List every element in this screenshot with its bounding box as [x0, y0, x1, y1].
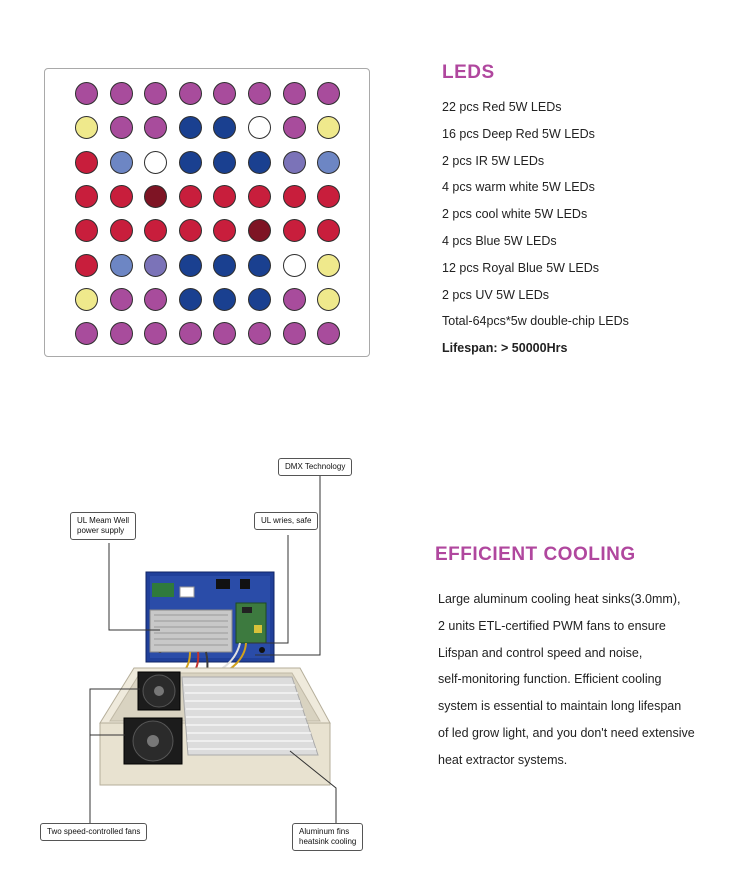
led-red: [283, 185, 306, 208]
led-deep-blue: [179, 288, 202, 311]
callout-fins-line2: heatsink cooling: [299, 837, 357, 846]
led-deep-blue: [248, 151, 271, 174]
led-purple: [283, 82, 306, 105]
led-white: [248, 116, 271, 139]
cooling-title: EFFICIENT COOLING: [435, 544, 636, 565]
led-red: [179, 219, 202, 242]
led-deep-blue: [179, 151, 202, 174]
led-red: [213, 219, 236, 242]
spec-item: 2 pcs cool white 5W LEDs: [442, 207, 588, 222]
terminal-block: [152, 583, 174, 597]
callout-fins: [292, 823, 363, 851]
led-red: [144, 219, 167, 242]
callout-wires: [254, 512, 318, 530]
led-red: [317, 219, 340, 242]
led-purple: [75, 322, 98, 345]
led-purple: [144, 116, 167, 139]
spec-item: 2 pcs IR 5W LEDs: [442, 153, 545, 168]
led-purple: [179, 322, 202, 345]
led-deep-blue: [248, 254, 271, 277]
cooling-line: self-monitoring function. Efficient cooling: [438, 672, 662, 687]
callout-power-line1: UL Meam Well: [77, 516, 130, 525]
led-purple: [179, 82, 202, 105]
led-purple: [317, 322, 340, 345]
led-lavender: [283, 151, 306, 174]
led-purple: [213, 322, 236, 345]
led-light-blue: [110, 151, 133, 174]
led-purple: [110, 288, 133, 311]
led-dark-red: [248, 219, 271, 242]
power-supply: [150, 610, 232, 652]
led-purple: [144, 288, 167, 311]
led-red: [75, 185, 98, 208]
callout-dmx: [278, 458, 352, 476]
spec-item: 16 pcs Deep Red 5W LEDs: [442, 126, 595, 141]
led-deep-blue: [179, 116, 202, 139]
led-spec-list: [442, 98, 629, 366]
cooling-line: 2 units ETL-certified PWM fans to ensure: [438, 618, 666, 633]
lifespan-spec: Lifespan: > 50000Hrs: [442, 341, 568, 356]
led-red: [75, 219, 98, 242]
callout-power-line2: power supply: [77, 526, 125, 535]
led-red: [75, 254, 98, 277]
led-light-blue: [317, 151, 340, 174]
led-white: [283, 254, 306, 277]
cooling-line: system is essential to maintain long lifespan: [438, 699, 682, 714]
callout-wires-text: UL wries, safe: [261, 516, 312, 525]
led-purple: [110, 322, 133, 345]
led-red: [75, 151, 98, 174]
led-deep-blue: [213, 151, 236, 174]
spec-item: 2 pcs UV 5W LEDs: [442, 287, 549, 302]
led-white: [144, 151, 167, 174]
cooling-diagram: [40, 455, 370, 855]
cooling-line: Large aluminum cooling heat sinks(3.0mm),: [438, 592, 681, 606]
led-dark-red: [144, 185, 167, 208]
leds-title: LEDS: [442, 62, 495, 83]
callout-fans-text: Two speed-controlled fans: [47, 827, 141, 836]
led-purple: [283, 116, 306, 139]
callout-dmx-text: DMX Technology: [285, 462, 346, 471]
led-yellow: [317, 288, 340, 311]
led-purple: [144, 82, 167, 105]
led-purple: [110, 82, 133, 105]
led-purple: [144, 322, 167, 345]
cooling-description: [438, 590, 695, 778]
led-deep-blue: [248, 288, 271, 311]
led-yellow: [317, 116, 340, 139]
callout-power-supply: [70, 512, 136, 540]
led-purple: [248, 322, 271, 345]
led-layout-panel: [44, 68, 370, 357]
spec-item: Total-64pcs*5w double-chip LEDs: [442, 314, 629, 329]
led-lavender: [144, 254, 167, 277]
led-purple: [213, 82, 236, 105]
cooling-line: of led grow light, and you don't need extensive: [438, 725, 695, 740]
spec-item: 12 pcs Royal Blue 5W LEDs: [442, 260, 600, 275]
led-purple: [283, 288, 306, 311]
led-yellow: [317, 254, 340, 277]
led-purple: [248, 82, 271, 105]
led-red: [248, 185, 271, 208]
led-light-blue: [110, 254, 133, 277]
led-deep-blue: [179, 254, 202, 277]
led-red: [110, 185, 133, 208]
led-red: [110, 219, 133, 242]
spec-item: 4 pcs warm white 5W LEDs: [442, 180, 595, 195]
cooling-line: heat extractor systems.: [438, 752, 568, 767]
led-red: [283, 219, 306, 242]
cooling-line: Lifspan and control speed and noise,: [438, 645, 643, 660]
led-red: [213, 185, 236, 208]
led-red: [179, 185, 202, 208]
led-purple: [75, 82, 98, 105]
led-red: [317, 185, 340, 208]
led-purple: [283, 322, 306, 345]
led-deep-blue: [213, 116, 236, 139]
callout-fans: [40, 823, 147, 841]
led-purple: [110, 116, 133, 139]
spec-item: 4 pcs Blue 5W LEDs: [442, 233, 557, 248]
callout-fins-line1: Aluminum fins: [299, 827, 350, 836]
spec-item: 22 pcs Red 5W LEDs: [442, 100, 562, 114]
led-deep-blue: [213, 288, 236, 311]
led-purple: [317, 82, 340, 105]
led-deep-blue: [213, 254, 236, 277]
led-yellow: [75, 116, 98, 139]
led-yellow: [75, 288, 98, 311]
